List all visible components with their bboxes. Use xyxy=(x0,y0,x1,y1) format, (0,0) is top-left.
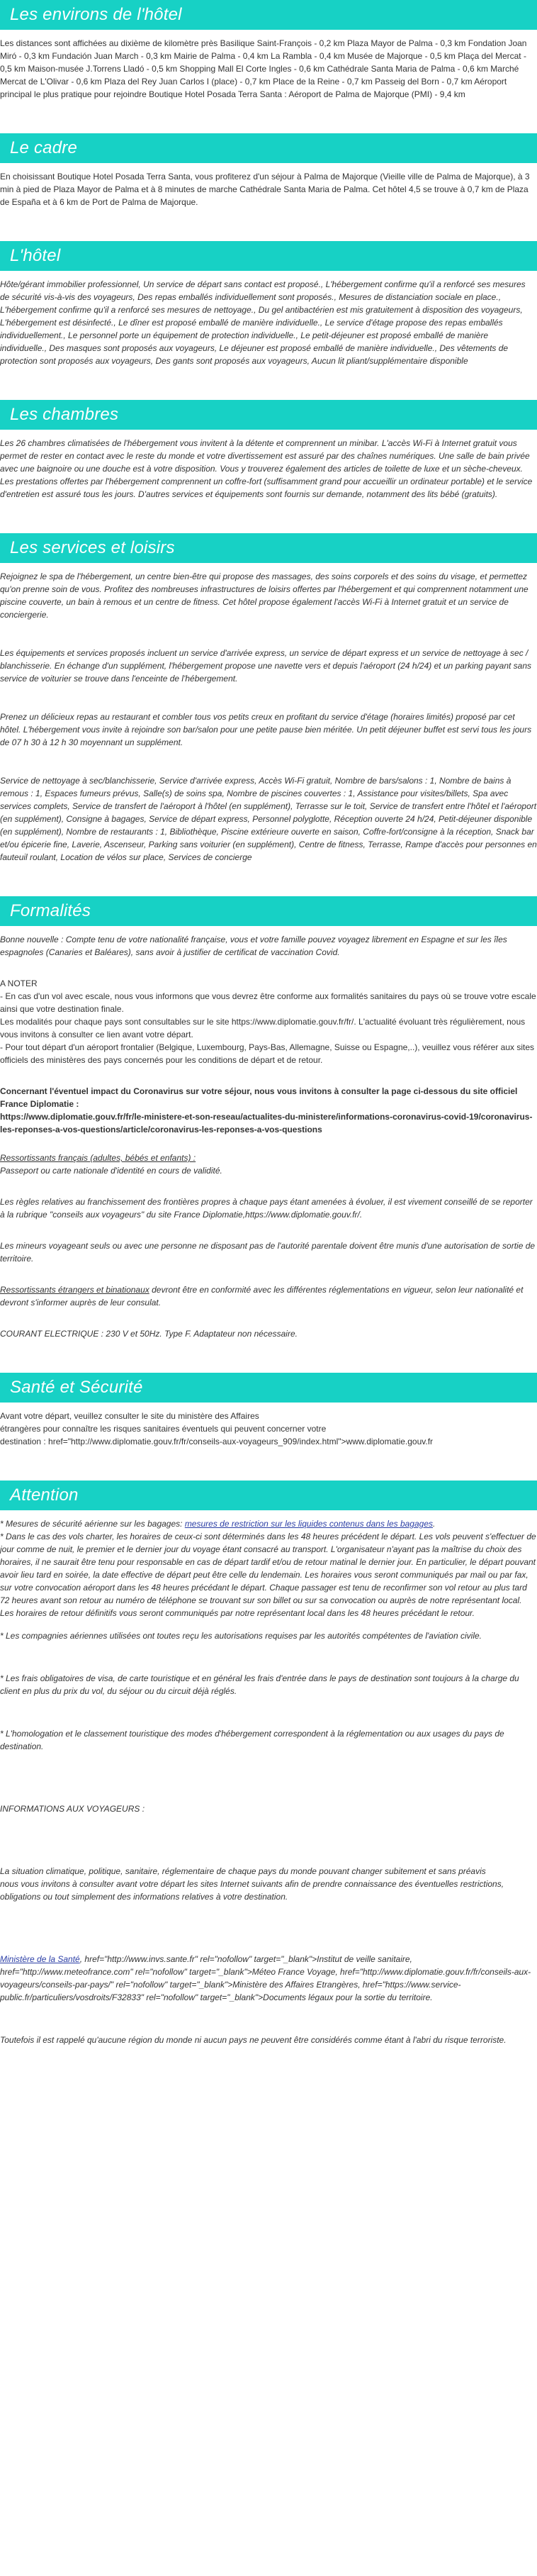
services-paragraph-3: Prenez un délicieux repas au restaurant et combler tous vos petits creux en profitant du service d'étage (horaires limités) proposé par cet hôtel. L'hébergement vous invite à rejoindre son bar/salon pour une petite pause bien méritée. Un petit déjeuner buffet est servi tous les jours de 07 h 30 à 12 h 30 moyennant un supplément. xyxy=(0,712,532,747)
services-paragraph-2: Les équipements et services proposés incluent un service d'arrivée express, un service de départ express et un service de nettoyage à sec / blanchisserie. En échange d'un supplément, l'hébergement propose une navette vers et depuis l'aéroport (24 h/24) et un parking payant sans service de voiturier se trouve dans l'enceinte de l'hébergement. xyxy=(0,648,532,684)
section-header-hotel xyxy=(0,241,537,271)
covid-notice-text: Concernant l'éventuel impact du Coronavirus sur votre séjour, nous vous invitons à consulter la page ci-dessous du site officiel France Diplomatie : xyxy=(0,1086,518,1109)
ministere-sante-link[interactable]: Ministère de la Santé xyxy=(0,1954,80,1964)
ministere-block xyxy=(0,1953,537,2004)
formalites-intro: Bonne nouvelle : Compte tenu de votre nationalité française, vous et votre famille pouvez voyagez librement en Espagne et sur les îles espagnoles (Canaries et Baléares), sans avoir à justifier de certificat de vaccination Covid. xyxy=(0,935,507,957)
section-title: Le cadre xyxy=(10,138,77,157)
section-title: Formalités xyxy=(10,901,91,920)
covid-notice xyxy=(0,1085,537,1136)
toutefois-text: Toutefois il est rappelé qu'aucune région du monde ni aucun pays ne peuvent être considérés comme étant à l'abri du risque terroriste. xyxy=(0,2035,507,2045)
covid-link[interactable]: https://www.diplomatie.gouv.fr/fr/le-ministere-et-son-reseau/actualites-du-ministere/informations-coronavirus-covid-19/coronavirus-les-reponses-a-vos-questions/article/coronavirus-les-reponses-a-vos-questions xyxy=(0,1112,533,1134)
ressortissants-label: Ressortissants français (adultes, bébés et enfants) : xyxy=(0,1153,196,1163)
hotel-text: Hôte/gérant immobilier professionnel, Un service de départ sans contact est proposé., L'hébergement confirme qu'il a renforcé ses mesures de sécurité vis-à-vis des voyageurs, Des repas emballés individuellement sont proposés., Mesures de distanciation sociale en place., L'hébergement confirme qu'il a renforcé ses mesures de nettoyage., Du gel antibactérien est mis gratuitement à disposition des voyageurs, L'hébergement est désinfecté., Le dîner est proposé emballé de manière individuelle., Le service d'étage propose des repas emballés individuellement., Le personnel porte un équipement de protection individuelle., Le petit-déjeuner est proposé emballé de manière individuelle., Des masques sont proposés aux voyageurs, Le déjeuner est proposé emballé de manière individuelle., Des vêtements de protection sont proposés aux voyageurs, Des gants sont proposés aux voyageurs, Aucun lit pliant/supplémentaire disponible xyxy=(0,279,526,366)
section-header-cadre xyxy=(0,133,537,163)
note-frontalier: - Pour tout départ d'un aéroport frontalier (Belgique, Luxembourg, Pays-Bas, Allemagne, Suisse ou Espagne,..), veuillez vous référer aux sites officiels des ministères des pays concernés pour les conditions de départ et de retour. xyxy=(0,1042,535,1065)
section-body-hotel xyxy=(0,271,537,367)
section-title: L'hôtel xyxy=(10,246,61,265)
section-title: Les chambres xyxy=(10,405,119,424)
ressortissants-text: Passeport ou carte nationale d'identité en cours de validité. xyxy=(0,1166,222,1176)
regles-text: Les règles relatives au franchissement des frontières propres à chaque pays étant amenées à évoluer, il est vivement conseillé de se reporter à la rubrique "conseils aux voyageurs" du site France Diplomatie,https://www.diplomatie.gouv.fr/. xyxy=(0,1197,533,1220)
section-header-formalites xyxy=(0,896,537,926)
chambres-text: Les 26 chambres climatisées de l'hébergement vous invitent à la détente et comprennent un minibar. L'accès Wi-Fi à Internet gratuit vous permet de rester en contact avec le reste du monde et votre divertissement est assuré par des chaînes numériques. Une salle de bain privée avec une baignoire ou une douche est à votre disposition. Vous y trouverez également des articles de toilette de luxe et un sèche-cheveux. Les prestations offertes par l'hébergement comprennent un coffre-fort (suffisamment grand pour accueillir un ordinateur portable) et le service d'entretien est assuré tous les jours. D'autres services et équipements sont fournis sur demande, notamment des lits bébé (gratuits). xyxy=(0,438,533,499)
note-label: A NOTER xyxy=(0,978,38,988)
sante-line-3: destination : href="http://www.diplomatie.gouv.fr/fr/conseils-aux-voyageurs_909/index.html">www.diplomatie.gouv.fr xyxy=(0,1437,434,1446)
section-body-environs xyxy=(0,30,537,101)
note-modalites: Les modalités pour chaque pays sont consultables sur le site https://www.diplomatie.gouv.fr/fr/. L'actualité évoluant très régulièrement, nous vous invitons à consulter ce lien avant votre départ. xyxy=(0,1017,526,1039)
compagnies-aeriennes: * Les compagnies aériennes utilisées ont toutes reçu les autorisations requises par les autorités compétentes de l'aviation civile. xyxy=(0,1631,482,1641)
environs-text: Les distances sont affichées au dixième de kilomètre près Basilique Saint-François - 0,2 km Plaza Mayor de Palma - 0,3 km Fondation Joan Miró - 0,3 km Fundación Juan March - 0,3 km Mairie de Palma - 0,4 km La Rambla - 0,4 km Musée de Majorque - 0,5 km Plaça del Mercat - 0,5 km Maison-musée J.Torrens Lladó - 0,5 km Shopping Mall El Corte Ingles - 0,6 km Cathédrale Santa Maria de Palma - 0,6 km Marché Mercat de L'Olivar - 0,6 km Plaza del Rey Juan Carlos I (place) - 0,7 km Place de la Reine - 0,7 km Passeig del Born - 0,7 km Aéroport principal le plus pratique pour rejoindre Boutique Hotel Posada Terra Santa : Aéroport de Palma de Majorque (PMI) - 9,4 km xyxy=(0,38,527,99)
liquides-link[interactable]: mesures de restriction sur les liquides contenus dans les bagages xyxy=(184,1519,434,1529)
services-paragraph-1: Rejoignez le spa de l'hébergement, un centre bien-être qui propose des massages, des soins corporels et des soins du visage, et permettez qu'on prenne soin de vous. Profitez des nombreuses infrastructures de loisirs offertes par l'hébergement et qui comprennent notamment une piscine couverte, un bain à remous et un centre de fitness. Cet hôtel propose également l'accès Wi-Fi à Internet gratuit et un service de conciergerie. xyxy=(0,571,528,620)
sante-line-1: Avant votre départ, veuillez consulter le site du ministère des Affaires xyxy=(0,1411,259,1421)
section-title: Santé et Sécurité xyxy=(10,1378,143,1397)
section-title: Les environs de l'hôtel xyxy=(10,5,182,24)
mesures-prefix: * Mesures de sécurité aérienne sur les bagages: xyxy=(0,1519,185,1529)
section-header-services xyxy=(0,533,537,563)
cadre-text: En choisissant Boutique Hotel Posada Terra Santa, vous profiterez d'un séjour à Palma de Majorque (Vieille ville de Palma de Majorque), à 3 min à pied de Plaza Mayor de Palma et à 8 minutes de marche Cathédrale Santa Maria de Palma. Cet hôtel 4,5 se trouve à 0,7 km de Plaza de España et à 6 km de Port de Palma de Majorque. xyxy=(0,172,530,207)
ressortissants-block xyxy=(0,1152,537,1340)
etrangers-body: devront être en conformité avec les différentes réglementations en vigueur, selon leur nationalité et devront s'informer auprès de leur consulat. xyxy=(0,1285,524,1307)
courant-electrique: COURANT ELECTRIQUE : 230 V et 50Hz. Type F. Adaptateur non nécessaire. xyxy=(0,1329,298,1339)
informations-voyageurs: INFORMATIONS AUX VOYAGEURS : xyxy=(0,1804,145,1814)
etrangers-label: Ressortissants étrangers et binationaux xyxy=(0,1285,149,1295)
section-header-chambres xyxy=(0,400,537,430)
note-escale: - En cas d'un vol avec escale, nous vous informons que vous devrez être conforme aux formalités sanitaires du pays où se trouve votre escale ainsi que votre destination finale. xyxy=(0,991,536,1014)
homologation: * L'homologation et le classement touristique des modes d'hébergement correspondent à la réglementation ou aux usages du pays de destination. xyxy=(0,1729,504,1751)
section-body-cadre xyxy=(0,163,537,208)
section-header-attention xyxy=(0,1481,537,1510)
section-body-chambres xyxy=(0,430,537,501)
sante-line-2: étrangères pour connaître les risques sanitaires éventuels qui peuvent concerner votre xyxy=(0,1424,327,1434)
frais-obligatoires: * Les frais obligatoires de visa, de carte touristique et en général les frais d'entrée dans le pays de destination sont toujours à la charge du client en plus du prix du vol, du séjour ou du circuit déjà réglés. xyxy=(0,1673,519,1696)
section-body-sante xyxy=(0,1403,537,1448)
section-header-sante xyxy=(0,1373,537,1403)
section-title: Attention xyxy=(10,1485,79,1505)
section-body-formalites xyxy=(0,926,537,1340)
mesures-suffix: . xyxy=(433,1519,436,1529)
section-header-environs xyxy=(0,0,537,30)
section-body-services xyxy=(0,563,537,864)
mesures-securite xyxy=(0,1517,537,1530)
situation-text: La situation climatique, politique, sanitaire, réglementaire de chaque pays du monde pouvant changer subitement et sans préavis nous vous invitons à consulter avant votre départ les sites Internet suivants afin de prendre connaissance des éventuelles restrictions, obligations ou tout simplement des informations relatives à votre destination. xyxy=(0,1866,504,1902)
mineurs-text: Les mineurs voyageant seuls ou avec une personne ne disposant pas de l'autorité parentale doivent être munis d'une autorisation de sortie de territoire. xyxy=(0,1241,536,1264)
section-title: Les services et loisirs xyxy=(10,538,175,557)
ministere-rest: , href="http://www.invs.sante.fr" rel="nofollow" target="_blank">Institut de veille sanitaire, href="http://www.meteofrance.com" rel="nofollow" target="_blank">Méteo France Voyage, href="http://www.diplomatie.gouv.fr/fr/conseils-aux-voyageurs/conseils-par-pays/" rel="nofollow" target="_blank">Ministère des Affaires Etrangères, href="https://www.service-public.fr/particuliers/vosdroits/F32833" rel="nofollow" target="_blank">Documents légaux pour la sortie du territoire. xyxy=(0,1954,531,2002)
vols-charter: * Dans le cas des vols charter, les horaires de ceux-ci sont déterminés dans les 48 heures précédent le départ. Les vols peuvent s'effectuer de jour comme de nuit, le premier et le dernier jour du voyage étant consacré au transport. L'organisateur n'ayant pas la maîtrise du choix des horaires, il ne saurait être tenu pour responsable en cas de départ tardif et/ou de retour matinal le dernier jour. En particulier, le départ pouvant avoir lieu tard en soirée, la date effective de départ peut être celle du lendemain. Les horaires vous seront communiqués par mail ou par fax, sur votre convocation aéroport dans les 48 heures précédant le départ. Chaque passager est tenu de reconfirmer son vol retour au plus tard 72 heures avant son retour au numéro de téléphone se trouvant sur son billet ou sur sa convocation ou auprès de notre représentant local. Les horaires de retour définitifs vous seront communiqués par notre représentant local dans les 48 heures précédant le retour. xyxy=(0,1532,536,1618)
section-body-attention xyxy=(0,1510,537,2046)
services-paragraph-4: Service de nettoyage à sec/blanchisserie, Service d'arrivée express, Accès Wi-Fi gratuit, Nombre de bars/salons : 1, Nombre de bains à remous : 1, Espaces fumeurs prévus, Salle(s) de soins spa, Nombre de piscines couvertes : 1, Assistance pour visites/billets, Spa avec services complets, Service de transfert de l'aéroport à l'hôtel (en supplément), Terrasse sur le toit, Service de transfert entre l'hôtel et l'aéroport (en supplément), Consigne à bagages, Service de départ express, Personnel polyglotte, Réception ouverte 24 h/24, Petit-déjeuner disponible (en supplément), Nombre de restaurants : 1, Bibliothèque, Piscine extérieure ouverte en saison, Coffre-fort/consigne à la réception, Snack bar et/ou épicerie fine, Laverie, Ascenseur, Parking sans voiturier (en supplément), Centre de fitness, Terrasse, Rampe d'accès pour personnes en fauteuil roulant, Location de vélos sur place, Services de concierge xyxy=(0,776,537,862)
etrangers-text xyxy=(0,1283,537,1309)
